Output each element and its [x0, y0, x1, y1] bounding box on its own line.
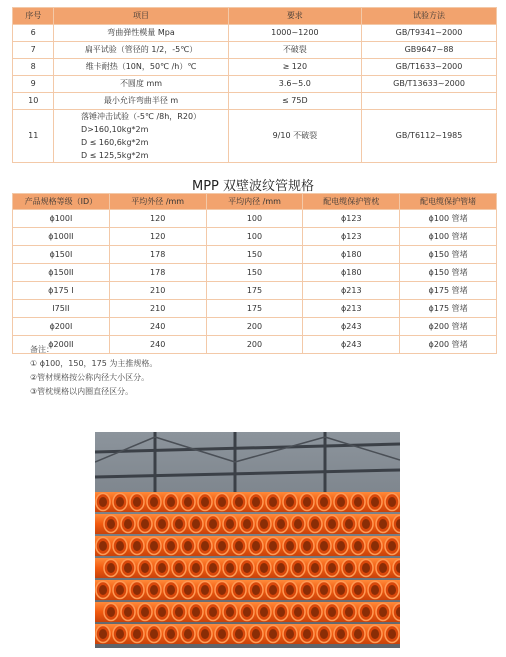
- pipe-hole: [209, 563, 217, 573]
- size-grade: ϕ100II: [13, 228, 110, 246]
- pipe-hole: [371, 629, 379, 639]
- spec-no: 6: [13, 25, 54, 42]
- size-pipe-saddle: ϕ123: [303, 228, 400, 246]
- pipe-hole: [345, 563, 353, 573]
- pipe-hole: [201, 497, 209, 507]
- pipe-hole: [133, 541, 141, 551]
- pipe-hole: [286, 541, 294, 551]
- pipe-hole: [252, 585, 260, 595]
- pipe-hole: [124, 563, 132, 573]
- pipe-hole: [141, 519, 149, 529]
- size-pipe-saddle: ϕ213: [303, 282, 400, 300]
- size-table: [12, 193, 497, 354]
- notes: [30, 343, 157, 399]
- pipe-hole: [192, 563, 200, 573]
- spec-no: 8: [13, 59, 54, 76]
- size-inner-diameter: 200: [206, 336, 303, 354]
- pipe-hole: [184, 497, 192, 507]
- pipe-hole: [337, 585, 345, 595]
- pipe-hole: [226, 607, 234, 617]
- pipe-hole: [99, 497, 107, 507]
- spec-requirement: ≥ 120: [228, 59, 361, 76]
- size-header-inner-diameter: 平均内径 /mm: [206, 194, 303, 210]
- notes-heading: 备注：: [30, 345, 54, 354]
- spec-no: 11: [13, 110, 54, 163]
- pipe-hole: [235, 541, 243, 551]
- size-pipe-saddle: ϕ180: [303, 264, 400, 282]
- impact-test-line: 落锤冲击试验（-5℃ /8h，R20）: [80, 112, 202, 121]
- spec-requirement: 9/10 不破裂: [228, 110, 361, 163]
- pipe-hole: [286, 629, 294, 639]
- spec-header-requirement: 要求: [228, 8, 361, 25]
- pipe-hole: [252, 541, 260, 551]
- pipe-hole: [192, 607, 200, 617]
- pipe-hole: [260, 563, 268, 573]
- size-pipe-plug: ϕ175 管堵: [400, 300, 497, 318]
- pipe-hole: [226, 563, 234, 573]
- pipe-hole: [260, 607, 268, 617]
- pipe-hole: [294, 519, 302, 529]
- spec-table-row: [13, 76, 497, 93]
- spec-requirement: 不破裂: [228, 42, 361, 59]
- pipe-hole: [371, 585, 379, 595]
- spec-requirement: ≤ 75D: [228, 93, 361, 110]
- spec-table-row: [13, 93, 497, 110]
- size-table-row: [13, 264, 497, 282]
- size-inner-diameter: 100: [206, 228, 303, 246]
- spec-method: GB9647~88: [362, 42, 497, 59]
- spec-item: 扁平试验（管径的 1/2，-5℃）: [54, 42, 228, 59]
- size-inner-diameter: 150: [206, 246, 303, 264]
- spec-requirement: 3.6~5.0: [228, 76, 361, 93]
- size-outer-diameter: 240: [109, 336, 206, 354]
- spec-method: GB/T6112~1985: [362, 110, 497, 163]
- size-table-title: MPP 双壁波纹管规格: [191, 179, 315, 194]
- pipe-hole: [99, 585, 107, 595]
- pipe-hole: [277, 519, 285, 529]
- pipe-hole: [345, 519, 353, 529]
- size-inner-diameter: 150: [206, 264, 303, 282]
- pipe-hole: [243, 563, 251, 573]
- pipe-hole: [277, 563, 285, 573]
- pipe-hole: [167, 541, 175, 551]
- spec-table-row: [13, 110, 497, 163]
- pipe-hole: [354, 585, 362, 595]
- pipe-hole: [243, 519, 251, 529]
- pipe-hole: [107, 519, 115, 529]
- pipe-hole: [150, 541, 158, 551]
- pipe-hole: [311, 563, 319, 573]
- pipe-hole: [201, 541, 209, 551]
- size-table-header-row: [13, 194, 497, 210]
- pipe-hole: [252, 497, 260, 507]
- spec-method: GB/T9341~2000: [362, 25, 497, 42]
- spec-table: [12, 7, 497, 163]
- pipe-hole: [303, 585, 311, 595]
- pipe-hole: [311, 607, 319, 617]
- pipe-hole: [116, 497, 124, 507]
- pipe-hole: [141, 607, 149, 617]
- pipe-hole: [320, 541, 328, 551]
- pipe-stack-illustration: [95, 432, 400, 648]
- spec-no: 10: [13, 93, 54, 110]
- pipe-hole: [124, 607, 132, 617]
- pipe-hole: [209, 607, 217, 617]
- pipe-hole: [388, 629, 396, 639]
- pipe-hole: [354, 541, 362, 551]
- pipe-hole: [141, 563, 149, 573]
- size-grade: I75II: [13, 300, 110, 318]
- spec-item: 弯曲弹性模量 Mpa: [54, 25, 228, 42]
- pipe-hole: [235, 629, 243, 639]
- pipe-hole: [192, 519, 200, 529]
- pipe-hole: [218, 585, 226, 595]
- pipe-hole: [150, 585, 158, 595]
- pipe-hole: [158, 563, 166, 573]
- pipe-hole: [379, 607, 387, 617]
- pipe-hole: [99, 629, 107, 639]
- pipe-hole: [320, 585, 328, 595]
- pipe-hole: [150, 497, 158, 507]
- pipe-hole: [235, 497, 243, 507]
- spec-requirement: 1000~1200: [228, 25, 361, 42]
- size-pipe-plug: ϕ200 管堵: [400, 318, 497, 336]
- pipe-hole: [107, 563, 115, 573]
- size-grade: ϕ200I: [13, 318, 110, 336]
- spec-header-item: 项目: [54, 8, 228, 25]
- pipe-hole: [116, 541, 124, 551]
- pipe-hole: [158, 519, 166, 529]
- pipe-hole: [218, 629, 226, 639]
- size-grade: ϕ175 I: [13, 282, 110, 300]
- size-outer-diameter: 120: [109, 210, 206, 228]
- pipe-hole: [116, 629, 124, 639]
- size-grade: ϕ200II: [13, 336, 110, 354]
- pipe-hole: [328, 563, 336, 573]
- pipe-hole: [99, 541, 107, 551]
- size-pipe-plug: ϕ100 管堵: [400, 210, 497, 228]
- pipe-hole: [294, 607, 302, 617]
- pipe-hole: [209, 519, 217, 529]
- spec-method: GB/T1633~2000: [362, 59, 497, 76]
- pipe-hole: [362, 607, 370, 617]
- pipe-hole: [337, 541, 345, 551]
- size-header-outer-diameter: 平均外径 /mm: [109, 194, 206, 210]
- pipe-hole: [175, 519, 183, 529]
- pipe-hole: [235, 585, 243, 595]
- size-pipe-saddle: ϕ123: [303, 210, 400, 228]
- size-outer-diameter: 240: [109, 318, 206, 336]
- pipe-hole: [269, 497, 277, 507]
- size-inner-diameter: 175: [206, 300, 303, 318]
- pipe-hole: [124, 519, 132, 529]
- size-pipe-plug: ϕ200 管堵: [400, 336, 497, 354]
- pipe-hole: [277, 607, 285, 617]
- size-outer-diameter: 178: [109, 264, 206, 282]
- pipe-hole: [133, 585, 141, 595]
- spec-item: 维卡耐热（10N，50℃ /h）℃: [54, 59, 228, 76]
- size-header-pipe-plug: 配电缆保护管堵: [400, 194, 497, 210]
- pipe-rows: [95, 492, 400, 644]
- spec-header-no: 序号: [13, 8, 54, 25]
- spec-method: GB/T13633~2000: [362, 76, 497, 93]
- size-outer-diameter: 120: [109, 228, 206, 246]
- size-outer-diameter: 210: [109, 300, 206, 318]
- pipe-hole: [218, 497, 226, 507]
- pipe-hole: [107, 607, 115, 617]
- spec-item-multiline: [54, 110, 228, 163]
- size-pipe-saddle: ϕ243: [303, 336, 400, 354]
- spec-item: 不圆度 mm: [54, 76, 228, 93]
- size-table-row: [13, 210, 497, 228]
- pipe-hole: [201, 629, 209, 639]
- size-table-row: [13, 318, 497, 336]
- spec-no: 7: [13, 42, 54, 59]
- pipe-hole: [320, 629, 328, 639]
- size-outer-diameter: 210: [109, 282, 206, 300]
- pipe-hole: [167, 497, 175, 507]
- size-inner-diameter: 175: [206, 282, 303, 300]
- spec-table-header-row: [13, 8, 497, 25]
- pipe-hole: [303, 497, 311, 507]
- note-item: ③管枕规格以内圈直径区分。: [30, 387, 134, 396]
- pipe-hole: [218, 541, 226, 551]
- note-item: ① ϕ100，150，175 为主推规格。: [30, 359, 158, 368]
- size-pipe-plug: ϕ150 管堵: [400, 264, 497, 282]
- pipe-hole: [226, 519, 234, 529]
- pipe-hole: [243, 607, 251, 617]
- pipe-hole: [167, 585, 175, 595]
- pipe-hole: [269, 629, 277, 639]
- note-item: ②管材规格按公称内径大小区分。: [30, 373, 150, 382]
- size-grade: ϕ150I: [13, 246, 110, 264]
- pipe-hole: [354, 497, 362, 507]
- pipe-hole: [184, 541, 192, 551]
- pipe-hole: [175, 607, 183, 617]
- size-pipe-saddle: ϕ243: [303, 318, 400, 336]
- size-inner-diameter: 100: [206, 210, 303, 228]
- pipe-hole: [328, 519, 336, 529]
- pipe-hole: [371, 541, 379, 551]
- impact-test-line: D>160,10kg*2m: [80, 125, 149, 134]
- pipe-hole: [388, 585, 396, 595]
- spec-item: 最小允许弯曲半径 m: [54, 93, 228, 110]
- pipe-hole: [362, 519, 370, 529]
- size-outer-diameter: 178: [109, 246, 206, 264]
- pipe-hole: [286, 497, 294, 507]
- spec-table-row: [13, 42, 497, 59]
- size-table-row: [13, 300, 497, 318]
- impact-test-lines: [81, 110, 201, 162]
- pipe-hole: [252, 629, 260, 639]
- pipe-hole: [269, 585, 277, 595]
- size-pipe-saddle: ϕ213: [303, 300, 400, 318]
- pipe-hole: [175, 563, 183, 573]
- pipe-hole: [184, 585, 192, 595]
- spec-method: [362, 93, 497, 110]
- size-grade: ϕ100I: [13, 210, 110, 228]
- spec-no: 9: [13, 76, 54, 93]
- size-grade: ϕ150II: [13, 264, 110, 282]
- spec-table-row: [13, 59, 497, 76]
- pipe-hole: [362, 563, 370, 573]
- size-header-pipe-saddle: 配电缆保护管枕: [303, 194, 400, 210]
- pipe-hole: [379, 519, 387, 529]
- spec-table-row: [13, 25, 497, 42]
- pipe-hole: [303, 629, 311, 639]
- pipe-hole: [328, 607, 336, 617]
- impact-test-line: D ≤ 125,5kg*2m: [80, 151, 149, 160]
- pipe-hole: [320, 497, 328, 507]
- size-pipe-plug: ϕ175 管堵: [400, 282, 497, 300]
- size-table-row: [13, 228, 497, 246]
- pipe-hole: [311, 519, 319, 529]
- size-inner-diameter: 200: [206, 318, 303, 336]
- pipe-hole: [184, 629, 192, 639]
- pipe-hole: [371, 497, 379, 507]
- pipe-hole: [286, 585, 294, 595]
- pipe-hole: [260, 519, 268, 529]
- pipe-hole: [167, 629, 175, 639]
- pipe-hole: [303, 541, 311, 551]
- pipe-hole: [269, 541, 277, 551]
- pipe-hole: [133, 497, 141, 507]
- pipe-hole: [379, 563, 387, 573]
- size-table-row: [13, 246, 497, 264]
- impact-test-line: D ≤ 160,6kg*2m: [80, 138, 149, 147]
- size-header-grade: 产品规格等级（ID）: [13, 194, 110, 210]
- pipe-hole: [150, 629, 158, 639]
- size-pipe-plug: ϕ100 管堵: [400, 228, 497, 246]
- pipe-hole: [294, 563, 302, 573]
- size-table-row: [13, 282, 497, 300]
- pipe-hole: [345, 607, 353, 617]
- pipe-hole: [388, 541, 396, 551]
- pipe-hole: [201, 585, 209, 595]
- pipe-hole: [337, 497, 345, 507]
- spec-header-method: 试验方法: [362, 8, 497, 25]
- size-pipe-plug: ϕ150 管堵: [400, 246, 497, 264]
- size-pipe-saddle: ϕ180: [303, 246, 400, 264]
- pipe-hole: [116, 585, 124, 595]
- pipe-hole: [354, 629, 362, 639]
- pipe-hole: [388, 497, 396, 507]
- pipe-stack-photo: [95, 432, 400, 648]
- pipe-hole: [337, 629, 345, 639]
- pipe-hole: [158, 607, 166, 617]
- pipe-hole: [133, 629, 141, 639]
